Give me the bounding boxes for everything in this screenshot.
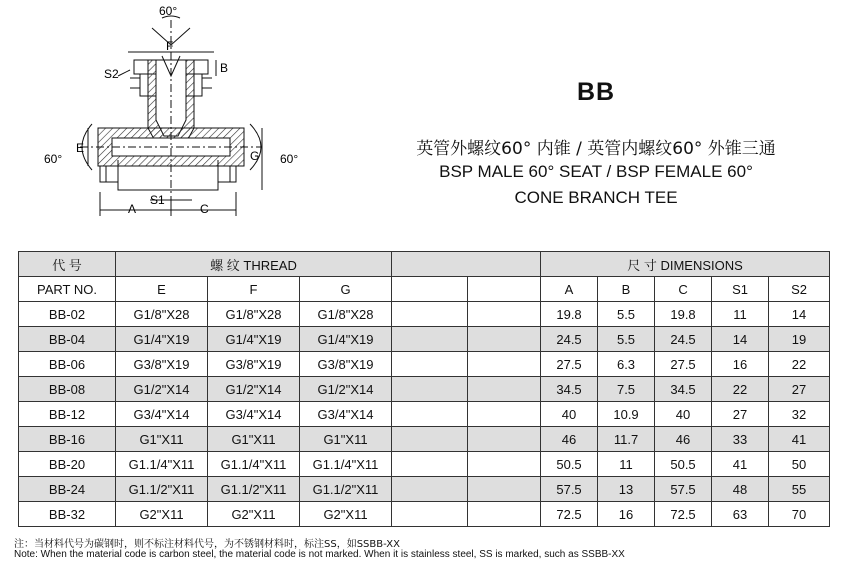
col-header-blank2: [468, 277, 541, 302]
cell-a: 40: [541, 402, 598, 427]
cell-s1: 16: [712, 352, 769, 377]
cell-s1: 27: [712, 402, 769, 427]
cell-s1: 33: [712, 427, 769, 452]
cell-c: 50.5: [655, 452, 712, 477]
cell-b: 10.9: [598, 402, 655, 427]
cell-s1: 41: [712, 452, 769, 477]
angle-left-label: 60°: [44, 152, 63, 166]
table-row: [19, 327, 830, 352]
cell-blank: [468, 302, 541, 327]
cell-b: 7.5: [598, 377, 655, 402]
cell-blank: [468, 477, 541, 502]
title-chinese: 英管外螺纹60° 内锥 / 英管内螺纹60° 外锥三通: [416, 139, 776, 159]
table-row: [19, 427, 830, 452]
cell-blank: [468, 352, 541, 377]
cell-g: G1/8"X28: [300, 302, 392, 327]
col-header-B: B: [598, 277, 655, 302]
product-code: BB: [576, 78, 616, 106]
cell-s2: 32: [769, 402, 830, 427]
cell-s1: 63: [712, 502, 769, 527]
cell-blank: [392, 352, 468, 377]
table-row: [19, 452, 830, 477]
col-header-S1: S1: [712, 277, 769, 302]
cell-blank: [468, 327, 541, 352]
cell-c: 24.5: [655, 327, 712, 352]
col-header-G: G: [300, 277, 392, 302]
cell-blank: [392, 327, 468, 352]
cell-s2: 19: [769, 327, 830, 352]
cell-f: G1/4"X19: [208, 327, 300, 352]
cell-b: 11: [598, 452, 655, 477]
cell-a: 72.5: [541, 502, 598, 527]
cell-s1: 22: [712, 377, 769, 402]
cell-a: 34.5: [541, 377, 598, 402]
cell-part: BB-08: [19, 377, 116, 402]
cell-f: G1.1/4"X11: [208, 452, 300, 477]
cell-f: G2"X11: [208, 502, 300, 527]
cell-c: 34.5: [655, 377, 712, 402]
cell-blank: [392, 477, 468, 502]
label-S1: S1: [150, 193, 165, 207]
title-english-line1: BSP MALE 60° SEAT / BSP FEMALE 60°: [439, 162, 753, 181]
cell-b: 16: [598, 502, 655, 527]
cell-g: G1"X11: [300, 427, 392, 452]
cell-g: G1.1/2"X11: [300, 477, 392, 502]
cell-part: BB-32: [19, 502, 116, 527]
cell-blank: [468, 427, 541, 452]
label-A: A: [128, 202, 137, 216]
cell-b: 5.5: [598, 302, 655, 327]
cell-blank: [468, 377, 541, 402]
cell-part: BB-12: [19, 402, 116, 427]
cell-b: 11.7: [598, 427, 655, 452]
table-row: [19, 302, 830, 327]
cell-c: 57.5: [655, 477, 712, 502]
cell-e: G3/8"X19: [116, 352, 208, 377]
cell-part: BB-24: [19, 477, 116, 502]
angle-right-label: 60°: [280, 152, 299, 166]
cell-blank: [468, 402, 541, 427]
cell-e: G1.1/4"X11: [116, 452, 208, 477]
col-header-A: A: [541, 277, 598, 302]
table-row: [19, 352, 830, 377]
tee-fitting-drawing: [0, 0, 320, 240]
cell-part: BB-20: [19, 452, 116, 477]
cell-g: G3/8"X19: [300, 352, 392, 377]
table-row: [19, 502, 830, 527]
header-blank: [392, 252, 541, 277]
cell-f: G1.1/2"X11: [208, 477, 300, 502]
cell-g: G1.1/4"X11: [300, 452, 392, 477]
cell-s1: 48: [712, 477, 769, 502]
cell-e: G3/4"X14: [116, 402, 208, 427]
cell-e: G1/8"X28: [116, 302, 208, 327]
cell-e: G2"X11: [116, 502, 208, 527]
cell-c: 19.8: [655, 302, 712, 327]
cell-blank: [392, 427, 468, 452]
cell-s2: 41: [769, 427, 830, 452]
cell-s1: 14: [712, 327, 769, 352]
cell-a: 24.5: [541, 327, 598, 352]
cell-c: 46: [655, 427, 712, 452]
cell-part: BB-06: [19, 352, 116, 377]
cell-blank: [392, 402, 468, 427]
header-code-cn: 代 号: [19, 252, 116, 277]
cell-s2: 22: [769, 352, 830, 377]
cell-e: G1.1/2"X11: [116, 477, 208, 502]
cell-f: G1/8"X28: [208, 302, 300, 327]
cell-b: 5.5: [598, 327, 655, 352]
cell-g: G3/4"X14: [300, 402, 392, 427]
cell-f: G1"X11: [208, 427, 300, 452]
cell-s2: 50: [769, 452, 830, 477]
angle-top-label: 60°: [159, 4, 178, 18]
label-G: G: [250, 149, 260, 163]
cell-g: G1/4"X19: [300, 327, 392, 352]
cell-e: G1/4"X19: [116, 327, 208, 352]
table-row: [19, 477, 830, 502]
cell-blank: [392, 502, 468, 527]
cell-part: BB-04: [19, 327, 116, 352]
cell-b: 6.3: [598, 352, 655, 377]
cell-g: G2"X11: [300, 502, 392, 527]
cell-blank: [392, 377, 468, 402]
label-S2: S2: [104, 67, 119, 81]
cell-a: 27.5: [541, 352, 598, 377]
cell-s2: 55: [769, 477, 830, 502]
col-header-F: F: [208, 277, 300, 302]
note-chinese: 注：当材料代号为碳钢时，则不标注材料代号，为不锈钢材料时，标注SS，如SSBB-XX: [14, 539, 400, 550]
header-code-en: PART NO.: [19, 277, 116, 302]
cell-c: 27.5: [655, 352, 712, 377]
cell-s2: 70: [769, 502, 830, 527]
cell-part: BB-02: [19, 302, 116, 327]
cell-c: 40: [655, 402, 712, 427]
col-header-blank1: [392, 277, 468, 302]
col-header-C: C: [655, 277, 712, 302]
label-F: F: [166, 39, 174, 53]
col-header-E: E: [116, 277, 208, 302]
cell-s1: 11: [712, 302, 769, 327]
cell-f: G3/8"X19: [208, 352, 300, 377]
cell-f: G1/2"X14: [208, 377, 300, 402]
cell-blank: [392, 452, 468, 477]
cell-blank: [392, 302, 468, 327]
table-row: [19, 377, 830, 402]
cell-a: 50.5: [541, 452, 598, 477]
cell-s2: 14: [769, 302, 830, 327]
label-B: B: [220, 61, 229, 75]
cell-g: G1/2"X14: [300, 377, 392, 402]
table-row: [19, 402, 830, 427]
header-dimensions: 尺 寸 DIMENSIONS: [541, 252, 830, 277]
header-thread: 螺 纹 THREAD: [116, 252, 392, 277]
cell-e: G1"X11: [116, 427, 208, 452]
label-E: E: [76, 141, 85, 155]
title-english-line2: CONE BRANCH TEE: [514, 188, 678, 207]
cell-f: G3/4"X14: [208, 402, 300, 427]
cell-b: 13: [598, 477, 655, 502]
cell-blank: [468, 452, 541, 477]
cell-a: 46: [541, 427, 598, 452]
cell-a: 19.8: [541, 302, 598, 327]
cell-blank: [468, 502, 541, 527]
cell-part: BB-16: [19, 427, 116, 452]
col-header-S2: S2: [769, 277, 830, 302]
cell-c: 72.5: [655, 502, 712, 527]
cell-e: G1/2"X14: [116, 377, 208, 402]
label-C: C: [200, 202, 209, 216]
spec-table: [18, 251, 830, 527]
cell-s2: 27: [769, 377, 830, 402]
cell-a: 57.5: [541, 477, 598, 502]
note-english: Note: When the material code is carbon steel, the material code is not marked. When it is stainless steel, SS is marked, such as SSBB-XX: [14, 549, 625, 560]
